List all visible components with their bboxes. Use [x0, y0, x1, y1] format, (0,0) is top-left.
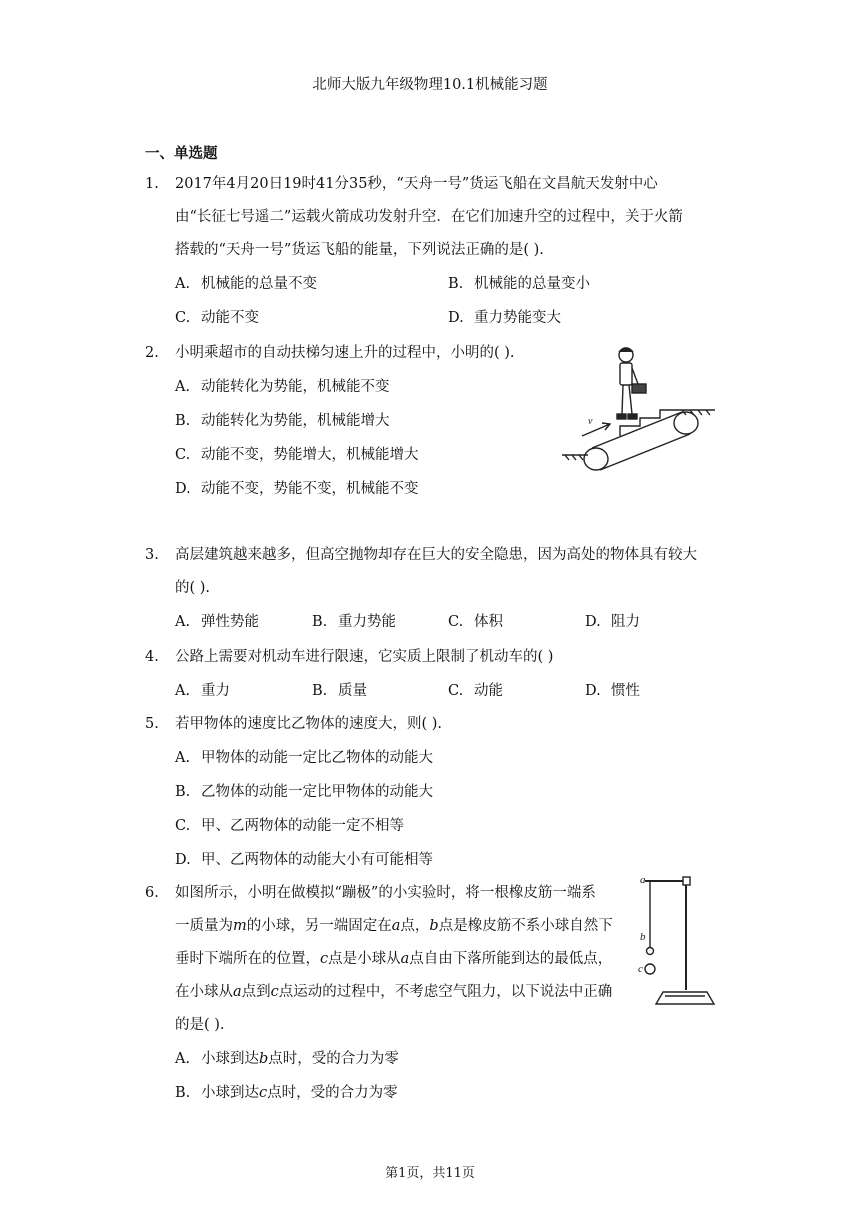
option-a[interactable]: A. 小球到达b点时，受的合力为零	[175, 1051, 399, 1067]
option-b[interactable]: B. 动能转化为势能，机械能增大	[175, 413, 390, 429]
question-line: 若甲物体的速度比乙物体的速度大，则( ).	[175, 716, 443, 732]
options	[175, 741, 720, 877]
question-5	[145, 708, 720, 877]
option-c[interactable]: C. 甲、乙两物体的动能一定不相等	[175, 818, 404, 834]
document-title: 北师大版九年级物理10.1机械能习题	[312, 77, 548, 93]
option-a[interactable]: A. 动能转化为势能，机械能不变	[175, 379, 390, 395]
point-b-label: b	[640, 931, 646, 943]
options	[175, 1042, 720, 1110]
option-b[interactable]: B. 乙物体的动能一定比甲物体的动能大	[175, 784, 433, 800]
option-d[interactable]: D. 惯性	[585, 683, 640, 699]
question-line: 如图所示，小明在做模拟“蹦极”的小实验时，将一根橡皮筋一端系	[175, 885, 596, 901]
question-line: 2017年4月20日19时41分35秒，“天舟一号”货运飞船在文昌航天发射中心	[175, 176, 658, 192]
question-line: 由“长征七号遥二”运载火箭成功发射升空．在它们加速升空的过程中，关于火箭	[175, 209, 683, 225]
option-a[interactable]: A. 机械能的总量不变	[175, 276, 317, 292]
question-6	[145, 877, 720, 1110]
question-line: 公路上需要对机动车进行限速，它实质上限制了机动车的( )	[175, 649, 554, 665]
escalator-figure	[560, 340, 720, 480]
question-line: 的是( ).	[175, 1017, 225, 1033]
page-footer: 第1页，共11页	[385, 1166, 475, 1181]
question-text	[175, 708, 720, 741]
question-text	[175, 168, 720, 267]
question-number: 2.	[145, 345, 159, 361]
option-d[interactable]: D. 阻力	[585, 614, 640, 630]
question-number: 6.	[145, 885, 159, 901]
question-line: 高层建筑越来越多，但高空抛物却存在巨大的安全隐患，因为高处的物体具有较大	[175, 547, 697, 563]
velocity-label: v	[588, 416, 593, 427]
question-1	[145, 168, 720, 335]
question-text	[175, 539, 720, 605]
option-b[interactable]: B. 小球到达c点时，受的合力为零	[175, 1085, 398, 1101]
option-c[interactable]: C. 动能	[448, 683, 503, 699]
question-number: 4.	[145, 649, 159, 665]
question-line: 小明乘超市的自动扶梯匀速上升的过程中，小明的( ).	[175, 345, 515, 361]
option-a[interactable]: A. 弹性势能	[175, 614, 259, 630]
question-3	[145, 539, 720, 639]
point-a-label: a	[640, 874, 646, 886]
bungee-stand-figure	[635, 872, 720, 1007]
option-a[interactable]: A. 甲物体的动能一定比乙物体的动能大	[175, 750, 433, 766]
option-d[interactable]: D. 动能不变，势能不变，机械能不变	[175, 481, 419, 497]
option-b[interactable]: B. 机械能的总量变小	[448, 276, 590, 292]
option-c[interactable]: C. 动能不变	[175, 310, 259, 326]
option-c[interactable]: C. 动能不变，势能增大，机械能增大	[175, 447, 419, 463]
question-line: 一质量为m的小球，另一端固定在a点，b点是橡皮筋不系小球自然下	[175, 918, 613, 934]
question-text	[175, 641, 720, 674]
option-b[interactable]: B. 重力势能	[312, 614, 396, 630]
option-c[interactable]: C. 体积	[448, 614, 503, 630]
question-line: 搭载的“天舟一号”货运飞船的能量，下列说法正确的是( ).	[175, 242, 544, 258]
question-number: 3.	[145, 547, 159, 563]
question-line: 的( ).	[175, 580, 211, 596]
question-line: 在小球从a点到c点运动的过程中，不考虑空气阻力，以下说法中正确	[175, 984, 613, 1000]
section-title: 一、单选题	[145, 145, 218, 162]
option-d[interactable]: D. 甲、乙两物体的动能大小有可能相等	[175, 852, 433, 868]
question-number: 5.	[145, 716, 159, 732]
options	[175, 605, 720, 639]
question-line: 垂时下端所在的位置，c点是小球从a点自由下落所能到达的最低点，	[175, 951, 613, 967]
option-a[interactable]: A. 重力	[175, 683, 230, 699]
question-4	[145, 641, 720, 708]
point-c-label: c	[638, 963, 643, 975]
options	[175, 674, 720, 708]
options	[175, 267, 720, 335]
option-b[interactable]: B. 质量	[312, 683, 367, 699]
option-d[interactable]: D. 重力势能变大	[448, 310, 561, 326]
question-number: 1.	[145, 176, 159, 192]
